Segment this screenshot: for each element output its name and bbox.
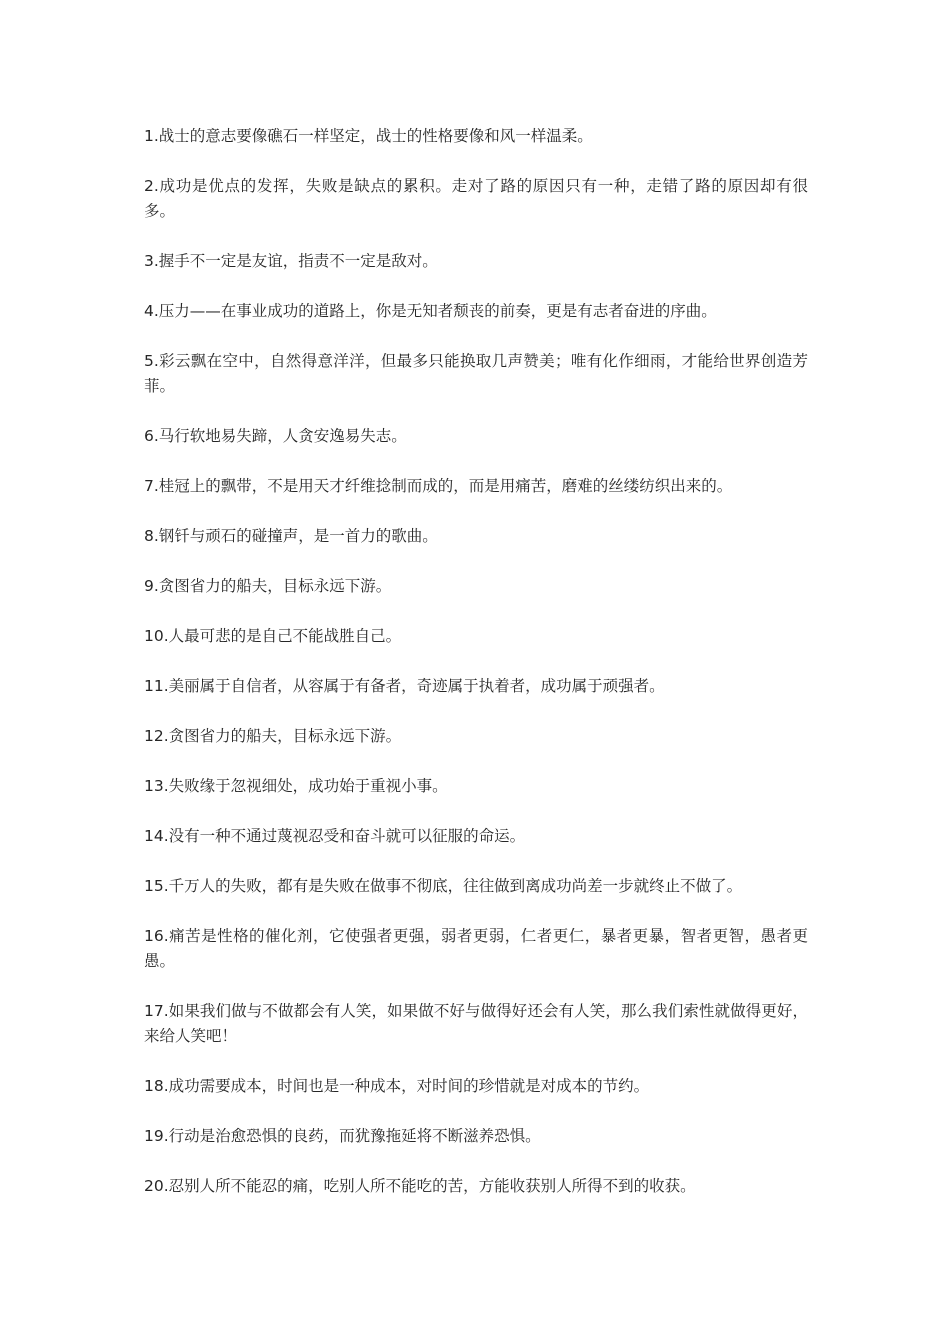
- quote-item-11: 11.美丽属于自信者，从容属于有备者，奇迹属于执着者，成功属于顽强者。: [144, 677, 665, 695]
- quote-item-6: 6.马行软地易失蹄，人贪安逸易失志。: [144, 427, 407, 445]
- quote-item-4: 4.压力——在事业成功的道路上，你是无知者颓丧的前奏，更是有志者奋进的序曲。: [144, 302, 717, 320]
- quote-item-7: 7.桂冠上的飘带，不是用天才纤维捻制而成的，而是用痛苦，磨难的丝缕纺织出来的。: [144, 477, 733, 495]
- quote-item-3: 3.握手不一定是友谊，指责不一定是敌对。: [144, 252, 438, 270]
- quote-item-8: 8.钢钎与顽石的碰撞声，是一首力的歌曲。: [144, 527, 438, 545]
- quote-item-15: 15.千万人的失败，都有是失败在做事不彻底，往往做到离成功尚差一步就终止不做了。: [144, 877, 743, 895]
- quote-item-9: 9.贪图省力的船夫，目标永远下游。: [144, 577, 392, 595]
- quote-item-13: 13.失败缘于忽视细处，成功始于重视小事。: [144, 777, 448, 795]
- quote-item-1: 1.战士的意志要像礁石一样坚定，战士的性格要像和风一样温柔。: [144, 127, 593, 145]
- quote-item-20: 20.忍别人所不能忍的痛，吃别人所不能吃的苦，方能收获别人所得不到的收获。: [144, 1177, 696, 1195]
- quote-item-14: 14.没有一种不通过蔑视忍受和奋斗就可以征服的命运。: [144, 827, 526, 845]
- quote-item-16: 16.痛苦是性格的催化剂，它使强者更强，弱者更弱，仁者更仁，暴者更暴，智者更智，愚者更愚。: [144, 927, 808, 970]
- document-body: [144, 124, 808, 1224]
- quote-item-18: 18.成功需要成本，时间也是一种成本，对时间的珍惜就是对成本的节约。: [144, 1077, 650, 1095]
- quote-item-12: 12.贪图省力的船夫，目标永远下游。: [144, 727, 402, 745]
- quote-item-5: 5.彩云飘在空中，自然得意洋洋，但最多只能换取几声赞美；唯有化作细雨，才能给世界创造芳菲。: [144, 352, 808, 395]
- quote-item-2: 2.成功是优点的发挥，失败是缺点的累积。走对了路的原因只有一种，走错了路的原因却有很多。: [144, 177, 808, 220]
- quote-item-17: 17.如果我们做与不做都会有人笑，如果做不好与做得好还会有人笑，那么我们索性就做得更好，来给人笑吧！: [144, 1002, 808, 1045]
- quote-item-10: 10.人最可悲的是自己不能战胜自己。: [144, 627, 402, 645]
- quote-item-19: 19.行动是治愈恐惧的良药，而犹豫拖延将不断滋养恐惧。: [144, 1127, 541, 1145]
